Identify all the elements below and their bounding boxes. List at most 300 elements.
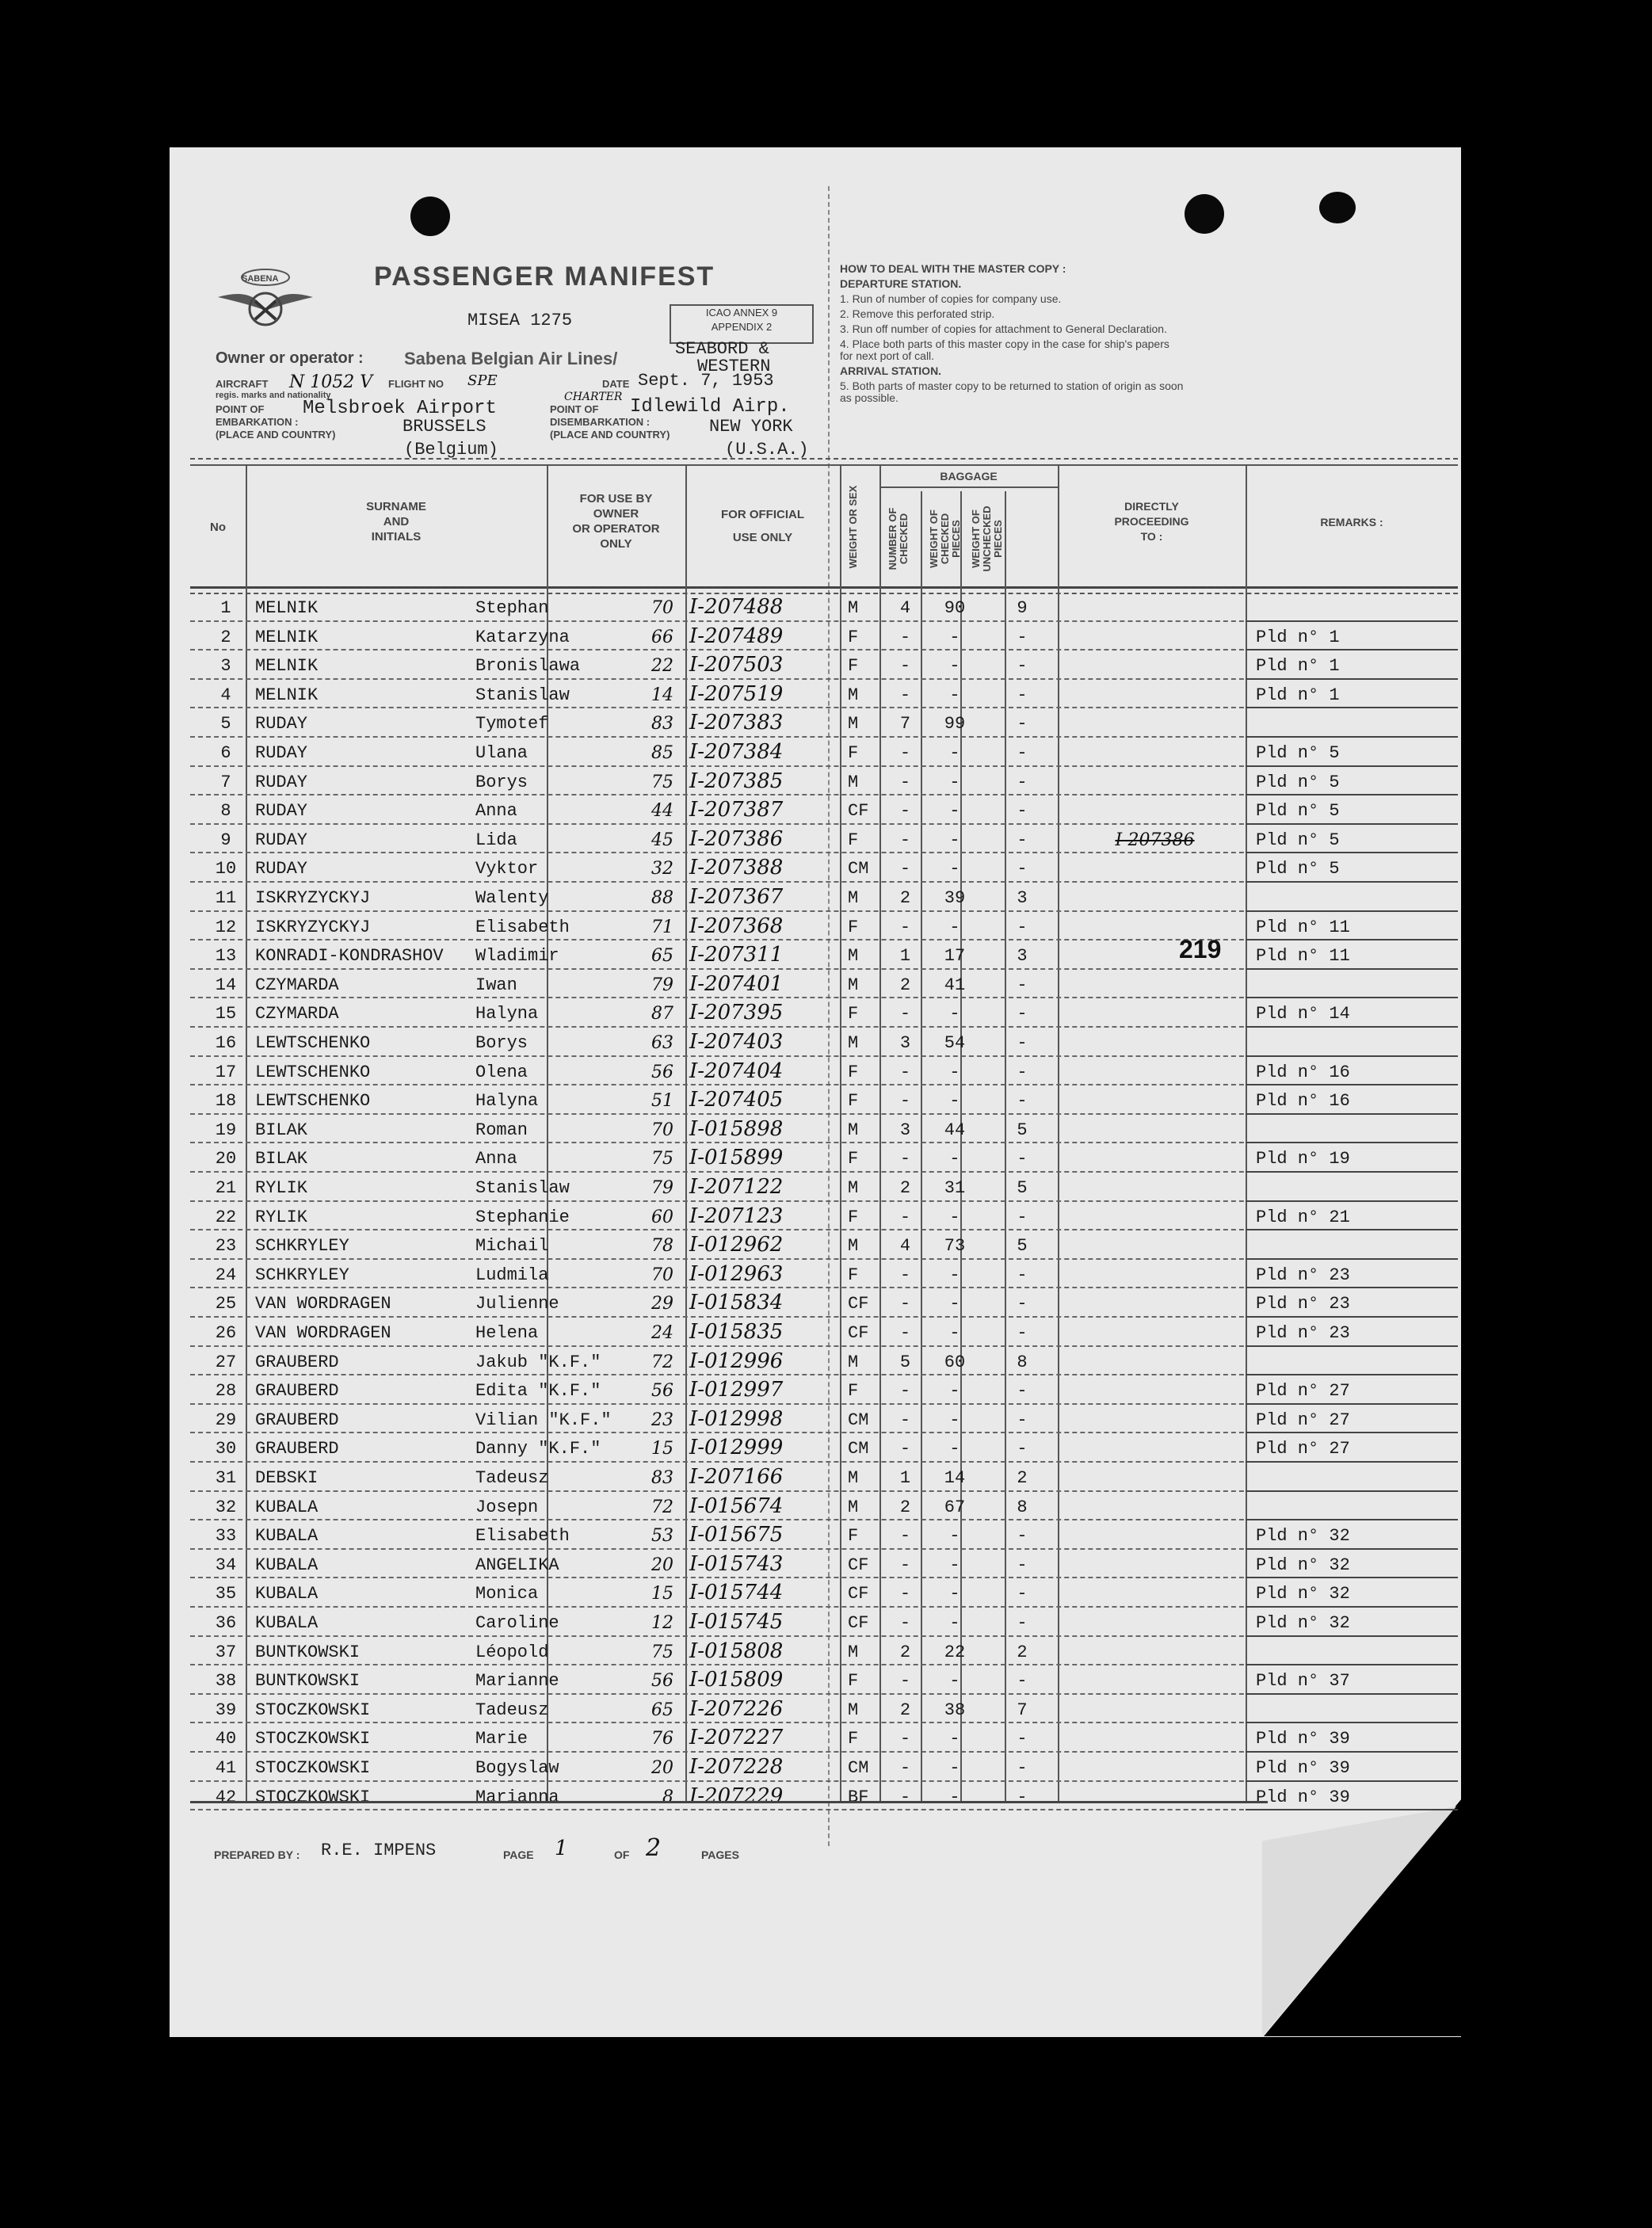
official-number-cell: I-015675 bbox=[689, 1523, 784, 1547]
unchecked-weight-cell: - bbox=[1017, 714, 1028, 734]
table-row bbox=[0, 1028, 1652, 1057]
row-number: 16 bbox=[215, 1033, 237, 1053]
official-number-cell: I-015834 bbox=[689, 1291, 784, 1315]
table-row bbox=[0, 1637, 1652, 1666]
table-row bbox=[0, 1463, 1652, 1492]
weight-cell: 14 bbox=[651, 685, 673, 705]
pages-label: PAGES bbox=[701, 1848, 739, 1861]
embark-label-3: (PLACE AND COUNTRY) bbox=[216, 429, 336, 441]
surname-cell: RYLIK bbox=[255, 1178, 308, 1198]
unchecked-weight-cell: - bbox=[1017, 1033, 1028, 1053]
checked-weight-cell: 14 bbox=[944, 1468, 966, 1488]
surname-cell: MELNIK bbox=[255, 685, 319, 705]
given-name-cell: Tadeusz bbox=[475, 1700, 549, 1720]
table-row bbox=[0, 1318, 1652, 1347]
surname-cell: GRAUBERD bbox=[255, 1410, 339, 1430]
sex-cell: F bbox=[848, 1729, 859, 1749]
sex-cell: M bbox=[848, 1468, 859, 1488]
table-row bbox=[0, 593, 1652, 622]
official-number-cell: I-012963 bbox=[689, 1261, 784, 1286]
unchecked-weight-cell: - bbox=[1017, 1787, 1028, 1807]
unchecked-weight-cell: - bbox=[1017, 627, 1028, 647]
surname-cell: STOCZKOWSKI bbox=[255, 1700, 371, 1720]
official-number-cell: I-015898 bbox=[689, 1116, 784, 1141]
checked-count-cell: - bbox=[899, 1323, 911, 1343]
weight-cell: 79 bbox=[651, 1178, 673, 1198]
checked-weight-cell: - bbox=[949, 1004, 960, 1024]
sex-cell: M bbox=[848, 1033, 859, 1053]
weight-cell: 83 bbox=[651, 1468, 673, 1488]
document-title: PASSENGER MANIFEST bbox=[374, 261, 715, 292]
remark-cell: Pld n° 11 bbox=[1256, 946, 1350, 967]
row-number: 41 bbox=[215, 1758, 237, 1778]
official-number-cell: I-207227 bbox=[689, 1726, 784, 1750]
sex-cell: M bbox=[848, 714, 859, 734]
official-number-cell: I-207386 bbox=[689, 826, 784, 851]
checked-count-cell: 2 bbox=[899, 975, 911, 995]
given-name-cell: Tadeusz bbox=[475, 1468, 549, 1488]
instruction-line: HOW TO DEAL WITH THE MASTER COPY : bbox=[840, 262, 1066, 275]
official-number-cell: I-207503 bbox=[689, 653, 784, 677]
checked-count-cell: - bbox=[899, 1149, 911, 1169]
given-name-cell: Monica bbox=[475, 1584, 539, 1604]
row-number: 30 bbox=[215, 1439, 237, 1459]
remark-cell: Pld n° 37 bbox=[1256, 1671, 1350, 1692]
weight-cell: 53 bbox=[651, 1526, 673, 1547]
checked-weight-cell: - bbox=[949, 1323, 960, 1343]
given-name-cell: Helena bbox=[475, 1323, 539, 1343]
unchecked-weight-cell: - bbox=[1017, 1729, 1028, 1749]
unchecked-weight-cell: - bbox=[1017, 772, 1028, 792]
sex-cell: F bbox=[848, 1091, 859, 1112]
official-number-cell: I-207489 bbox=[689, 624, 784, 648]
weight-cell: 87 bbox=[651, 1004, 673, 1024]
logo-text: SABENA bbox=[242, 274, 279, 284]
official-number-cell: I-207387 bbox=[689, 798, 784, 822]
remark-cell: Pld n° 21 bbox=[1256, 1207, 1350, 1227]
checked-weight-cell: - bbox=[949, 1555, 960, 1575]
checked-weight-cell: 31 bbox=[944, 1178, 966, 1198]
instruction-line: 4. Place both parts of this master copy in the case for ship's papers bbox=[840, 338, 1169, 350]
table-row bbox=[0, 1782, 1652, 1811]
sex-cell: M bbox=[848, 1178, 859, 1198]
row-number: 39 bbox=[215, 1700, 237, 1720]
checked-weight-cell: - bbox=[949, 1091, 960, 1112]
instruction-line: ARRIVAL STATION. bbox=[840, 364, 942, 377]
sex-cell: M bbox=[848, 1497, 859, 1517]
surname-cell: RUDAY bbox=[255, 801, 308, 822]
col-owner-use-2: OWNER bbox=[593, 507, 639, 521]
weight-cell: 85 bbox=[651, 743, 673, 763]
row-number: 27 bbox=[215, 1352, 237, 1372]
sex-cell: F bbox=[848, 917, 859, 937]
row-number: 37 bbox=[215, 1642, 237, 1662]
official-number-cell: I-012997 bbox=[689, 1378, 784, 1402]
remark-cell: Pld n° 32 bbox=[1256, 1526, 1350, 1547]
given-name-cell: Lida bbox=[475, 830, 517, 850]
embark-label-2: EMBARKATION : bbox=[216, 416, 299, 428]
checked-count-cell: 1 bbox=[899, 1468, 911, 1488]
checked-count-cell: 7 bbox=[899, 714, 911, 734]
weight-cell: 65 bbox=[651, 946, 673, 967]
unchecked-weight-cell: 3 bbox=[1017, 888, 1028, 908]
col-owner-use bbox=[547, 491, 685, 551]
table-row bbox=[0, 1753, 1652, 1782]
weight-cell: 20 bbox=[651, 1758, 673, 1778]
given-name-cell: Marianna bbox=[475, 1787, 559, 1807]
sex-cell: F bbox=[848, 1526, 859, 1547]
col-directly-1: DIRECTLY bbox=[1124, 500, 1179, 513]
sex-cell: CF bbox=[848, 1613, 869, 1633]
checked-weight-cell: 60 bbox=[944, 1352, 966, 1372]
sex-cell: CM bbox=[848, 1758, 869, 1778]
sex-cell: M bbox=[848, 1352, 859, 1372]
checked-weight-cell: - bbox=[949, 1265, 960, 1285]
official-number-cell: I-207166 bbox=[689, 1465, 784, 1489]
surname-cell: STOCZKOWSKI bbox=[255, 1729, 371, 1749]
remark-cell: Pld n° 1 bbox=[1256, 656, 1340, 677]
row-number: 34 bbox=[215, 1555, 237, 1575]
checked-count-cell: 2 bbox=[899, 1497, 911, 1517]
of-value: 2 bbox=[646, 1834, 662, 1862]
unchecked-weight-cell: - bbox=[1017, 1294, 1028, 1314]
weight-cell: 51 bbox=[651, 1091, 673, 1112]
checked-count-cell: - bbox=[899, 1584, 911, 1604]
owner-value-3: WESTERN bbox=[697, 357, 771, 376]
official-number-cell: I-015674 bbox=[689, 1494, 784, 1518]
charter-note: CHARTER bbox=[564, 391, 623, 403]
given-name-cell: Borys bbox=[475, 772, 528, 792]
given-name-cell: Stanislaw bbox=[475, 1178, 570, 1198]
weight-cell: 79 bbox=[651, 975, 673, 995]
official-number-cell: I-015809 bbox=[689, 1668, 784, 1692]
checked-weight-cell: - bbox=[949, 859, 960, 879]
aircraft-label: AIRCRAFT bbox=[216, 378, 269, 390]
table-row bbox=[0, 1578, 1652, 1608]
checked-weight-cell: 44 bbox=[944, 1120, 966, 1140]
surname-cell: VAN WORDRAGEN bbox=[255, 1294, 391, 1314]
row-number: 36 bbox=[215, 1613, 237, 1633]
punch-hole-left bbox=[410, 196, 450, 236]
surname-cell: KUBALA bbox=[255, 1526, 319, 1547]
surname-cell: KUBALA bbox=[255, 1584, 319, 1604]
sex-cell: CM bbox=[848, 1439, 869, 1459]
weight-cell: 56 bbox=[651, 1671, 673, 1692]
remark-cell: Pld n° 14 bbox=[1256, 1004, 1350, 1024]
embark-value: Melsbroek Airport bbox=[303, 398, 497, 419]
remark-cell: Pld n° 27 bbox=[1256, 1410, 1350, 1430]
unchecked-weight-cell: 2 bbox=[1017, 1468, 1028, 1488]
table-row bbox=[0, 1520, 1652, 1550]
flight-value: SPE bbox=[467, 372, 498, 389]
given-name-cell: Halyna bbox=[475, 1004, 539, 1024]
remark-cell: Pld n° 5 bbox=[1256, 830, 1340, 850]
table-row bbox=[0, 853, 1652, 883]
given-name-cell: Caroline bbox=[475, 1613, 559, 1633]
weight-cell: 70 bbox=[651, 598, 673, 618]
row-number: 32 bbox=[215, 1497, 237, 1517]
given-name-cell: Vilian "K.F." bbox=[475, 1410, 612, 1430]
weight-cell: 12 bbox=[651, 1613, 673, 1633]
table-row bbox=[0, 738, 1652, 767]
row-number: 7 bbox=[220, 772, 231, 792]
row-number: 12 bbox=[215, 917, 237, 937]
official-number-cell: I-207404 bbox=[689, 1059, 784, 1083]
surname-cell: STOCZKOWSKI bbox=[255, 1787, 371, 1807]
surname-cell: MELNIK bbox=[255, 656, 319, 677]
sex-cell: M bbox=[848, 1700, 859, 1720]
table-row bbox=[0, 680, 1652, 709]
sex-cell: M bbox=[848, 772, 859, 792]
checked-weight-cell: - bbox=[949, 1613, 960, 1633]
row-number: 1 bbox=[220, 598, 231, 618]
checked-weight-cell: - bbox=[949, 1787, 960, 1807]
col-surname-3: INITIALS bbox=[371, 530, 422, 544]
checked-count-cell: 3 bbox=[899, 1033, 911, 1053]
checked-count-cell: 1 bbox=[899, 946, 911, 967]
weight-cell: 83 bbox=[651, 714, 673, 734]
sex-cell: F bbox=[848, 1671, 859, 1692]
checked-count-cell: - bbox=[899, 685, 911, 705]
unchecked-weight-cell: - bbox=[1017, 1149, 1028, 1169]
checked-count-cell: - bbox=[899, 830, 911, 850]
given-name-cell: Josepn bbox=[475, 1497, 539, 1517]
sex-cell: M bbox=[848, 598, 859, 618]
official-number-cell: I-207226 bbox=[689, 1696, 784, 1721]
table-row bbox=[0, 1202, 1652, 1231]
checked-weight-cell: - bbox=[949, 772, 960, 792]
official-number-cell: I-207229 bbox=[689, 1784, 784, 1808]
surname-cell: LEWTSCHENKO bbox=[255, 1033, 371, 1053]
owner-label: Owner or operator : bbox=[216, 349, 364, 367]
official-number-cell: I-207388 bbox=[689, 856, 784, 880]
given-name-cell: Iwan bbox=[475, 975, 517, 995]
sex-cell: CF bbox=[848, 1294, 869, 1314]
surname-cell: RUDAY bbox=[255, 772, 308, 792]
surname-cell: RYLIK bbox=[255, 1207, 308, 1227]
page-value: 1 bbox=[555, 1837, 568, 1860]
disembark-value: Idlewild Airp. bbox=[630, 396, 790, 418]
official-number-cell: I-015743 bbox=[689, 1551, 784, 1576]
checked-count-cell: - bbox=[899, 1758, 911, 1778]
checked-count-cell: 2 bbox=[899, 1700, 911, 1720]
checked-weight-cell: 41 bbox=[944, 975, 966, 995]
owner-value: Sabena Belgian Air Lines/ bbox=[404, 349, 618, 368]
table-row bbox=[0, 1695, 1652, 1724]
sex-cell: CF bbox=[848, 1323, 869, 1343]
given-name-cell: Olena bbox=[475, 1062, 528, 1082]
unchecked-weight-cell: - bbox=[1017, 1671, 1028, 1692]
checked-count-cell: - bbox=[899, 1787, 911, 1807]
given-name-cell: Elisabeth bbox=[475, 1526, 570, 1547]
given-name-cell: Michail bbox=[475, 1236, 549, 1257]
col-directly-3: TO : bbox=[1140, 530, 1163, 543]
weight-cell: 23 bbox=[651, 1410, 673, 1430]
remark-cell: Pld n° 32 bbox=[1256, 1555, 1350, 1575]
surname-cell: BILAK bbox=[255, 1120, 308, 1140]
row-number: 3 bbox=[220, 656, 231, 677]
checked-weight-cell: 67 bbox=[944, 1497, 966, 1517]
surname-cell: KUBALA bbox=[255, 1555, 319, 1575]
aircraft-sub-label: regis. marks and nationality bbox=[216, 391, 331, 400]
col-surname-1: SURNAME bbox=[366, 500, 426, 513]
unchecked-weight-cell: - bbox=[1017, 1758, 1028, 1778]
weight-cell: 22 bbox=[651, 656, 673, 677]
unchecked-weight-cell: - bbox=[1017, 975, 1028, 995]
checked-count-cell: 2 bbox=[899, 888, 911, 908]
sex-cell: CM bbox=[848, 859, 869, 879]
weight-cell: 75 bbox=[651, 1642, 673, 1662]
official-number-cell: I-207401 bbox=[689, 971, 784, 996]
table-row bbox=[0, 1665, 1652, 1695]
unchecked-weight-cell: - bbox=[1017, 1062, 1028, 1082]
icao-line2: APPENDIX 2 bbox=[711, 321, 773, 333]
sex-cell: F bbox=[848, 627, 859, 647]
row-number: 19 bbox=[215, 1120, 237, 1140]
row-number: 15 bbox=[215, 1004, 237, 1024]
col-unchecked-weight: WEIGHT OF UNCHECKED PIECES bbox=[970, 505, 1004, 572]
table-row bbox=[0, 1230, 1652, 1260]
given-name-cell: Ulana bbox=[475, 743, 528, 763]
icao-line1: ICAO ANNEX 9 bbox=[705, 307, 778, 319]
unchecked-weight-cell: - bbox=[1017, 685, 1028, 705]
instruction-line: 2. Remove this perforated strip. bbox=[840, 307, 995, 320]
remark-cell: Pld n° 39 bbox=[1256, 1787, 1350, 1807]
instruction-line: as possible. bbox=[840, 391, 898, 404]
sex-cell: F bbox=[848, 1207, 859, 1227]
checked-count-cell: - bbox=[899, 859, 911, 879]
unchecked-weight-cell: - bbox=[1017, 1381, 1028, 1402]
surname-cell: VAN WORDRAGEN bbox=[255, 1323, 391, 1343]
surname-cell: RUDAY bbox=[255, 714, 308, 734]
instruction-line: 5. Both parts of master copy to be returned to station of origin as soon bbox=[840, 380, 1184, 392]
owner-value-2: SEABORD & bbox=[675, 339, 769, 359]
row-number: 22 bbox=[215, 1207, 237, 1227]
official-number-cell: I-207123 bbox=[689, 1204, 784, 1228]
checked-weight-cell: 39 bbox=[944, 888, 966, 908]
given-name-cell: Walenty bbox=[475, 888, 549, 908]
given-name-cell: ANGELIKA bbox=[475, 1555, 559, 1575]
given-name-cell: Jakub "K.F." bbox=[475, 1352, 601, 1372]
checked-count-cell: - bbox=[899, 627, 911, 647]
checked-weight-cell: 38 bbox=[944, 1700, 966, 1720]
unchecked-weight-cell: - bbox=[1017, 1207, 1028, 1227]
unchecked-weight-cell: 2 bbox=[1017, 1642, 1028, 1662]
given-name-cell: Bronislawa bbox=[475, 656, 581, 677]
row-number: 26 bbox=[215, 1323, 237, 1343]
remark-cell: Pld n° 1 bbox=[1256, 627, 1340, 647]
surname-cell: RUDAY bbox=[255, 743, 308, 763]
col-checked-weight: WEIGHT OF CHECKED PIECES bbox=[928, 509, 962, 568]
remark-cell: Pld n° 39 bbox=[1256, 1758, 1350, 1778]
row-number: 2 bbox=[220, 627, 231, 647]
checked-count-cell: - bbox=[899, 1555, 911, 1575]
surname-cell: SCHKRYLEY bbox=[255, 1236, 349, 1257]
table-row bbox=[0, 1550, 1652, 1579]
sex-cell: F bbox=[848, 830, 859, 850]
unchecked-weight-cell: - bbox=[1017, 1555, 1028, 1575]
disembark-city: NEW YORK bbox=[709, 417, 793, 437]
official-number-cell: I-207311 bbox=[689, 943, 784, 967]
unchecked-weight-cell: 8 bbox=[1017, 1352, 1028, 1372]
checked-weight-cell: - bbox=[949, 656, 960, 677]
weight-cell: 24 bbox=[651, 1323, 673, 1343]
checked-weight-cell: 22 bbox=[944, 1642, 966, 1662]
row-number: 17 bbox=[215, 1062, 237, 1082]
master-copy-instructions bbox=[840, 261, 1363, 406]
surname-cell: CZYMARDA bbox=[255, 1004, 339, 1024]
weight-cell: 8 bbox=[662, 1787, 673, 1807]
official-number-cell: I-012998 bbox=[689, 1406, 784, 1431]
surname-cell: ISKRYZYCKYJ bbox=[255, 888, 371, 908]
column-header-bottom bbox=[190, 586, 1458, 589]
checked-count-cell: 3 bbox=[899, 1120, 911, 1140]
disembark-country: (U.S.A.) bbox=[725, 440, 809, 460]
unchecked-weight-cell: - bbox=[1017, 1265, 1028, 1285]
official-number-cell: I-012996 bbox=[689, 1349, 784, 1373]
table-row bbox=[0, 1085, 1652, 1115]
remark-cell: Pld n° 32 bbox=[1256, 1613, 1350, 1633]
unchecked-weight-cell: 5 bbox=[1017, 1178, 1028, 1198]
sex-cell: CF bbox=[848, 1555, 869, 1575]
given-name-cell: Katarzyna bbox=[475, 627, 570, 647]
remark-cell: Pld n° 11 bbox=[1256, 917, 1350, 937]
weight-cell: 56 bbox=[651, 1062, 673, 1082]
table-row bbox=[0, 998, 1652, 1028]
checked-count-cell: - bbox=[899, 1294, 911, 1314]
table-row bbox=[0, 1288, 1652, 1318]
checked-count-cell: - bbox=[899, 1526, 911, 1547]
official-number-cell: I-207405 bbox=[689, 1088, 784, 1112]
remark-cell: Pld n° 23 bbox=[1256, 1265, 1350, 1285]
col-directly bbox=[1058, 499, 1246, 544]
sex-cell: M bbox=[848, 685, 859, 705]
table-row bbox=[0, 970, 1652, 999]
surname-cell: KONRADI-KONDRASHOV bbox=[255, 946, 444, 967]
sex-cell: M bbox=[848, 888, 859, 908]
checked-weight-cell: 99 bbox=[944, 714, 966, 734]
weight-cell: 44 bbox=[651, 801, 673, 822]
row-number: 33 bbox=[215, 1526, 237, 1547]
checked-count-cell: - bbox=[899, 1091, 911, 1112]
sex-cell: CF bbox=[848, 1584, 869, 1604]
unchecked-weight-cell: - bbox=[1017, 830, 1028, 850]
surname-cell: ISKRYZYCKYJ bbox=[255, 917, 371, 937]
weight-cell: 70 bbox=[651, 1120, 673, 1140]
col-official-2: USE ONLY bbox=[732, 531, 793, 544]
official-number-cell: I-015744 bbox=[689, 1581, 784, 1605]
remark-cell: Pld n° 1 bbox=[1256, 685, 1340, 705]
table-bottom-line bbox=[190, 1801, 1268, 1803]
of-label: OF bbox=[614, 1848, 630, 1861]
table-row bbox=[0, 650, 1652, 680]
passenger-table bbox=[0, 593, 1652, 1813]
checked-count-cell: 4 bbox=[899, 1236, 911, 1257]
surname-cell: STOCZKOWSKI bbox=[255, 1758, 371, 1778]
instruction-line: 3. Run off number of copies for attachment to General Declaration. bbox=[840, 322, 1167, 335]
surname-cell: LEWTSCHENKO bbox=[255, 1062, 371, 1082]
official-number-cell: I-207519 bbox=[689, 681, 784, 706]
given-name-cell: Vyktor bbox=[475, 859, 539, 879]
sex-cell: F bbox=[848, 1004, 859, 1024]
surname-cell: RUDAY bbox=[255, 830, 308, 850]
table-row bbox=[0, 1375, 1652, 1405]
checked-weight-cell: - bbox=[949, 1758, 960, 1778]
remark-divider bbox=[1246, 1809, 1458, 1810]
weight-cell: 45 bbox=[651, 830, 673, 850]
surname-cell: BUNTKOWSKI bbox=[255, 1671, 361, 1692]
checked-count-cell: - bbox=[899, 1207, 911, 1227]
